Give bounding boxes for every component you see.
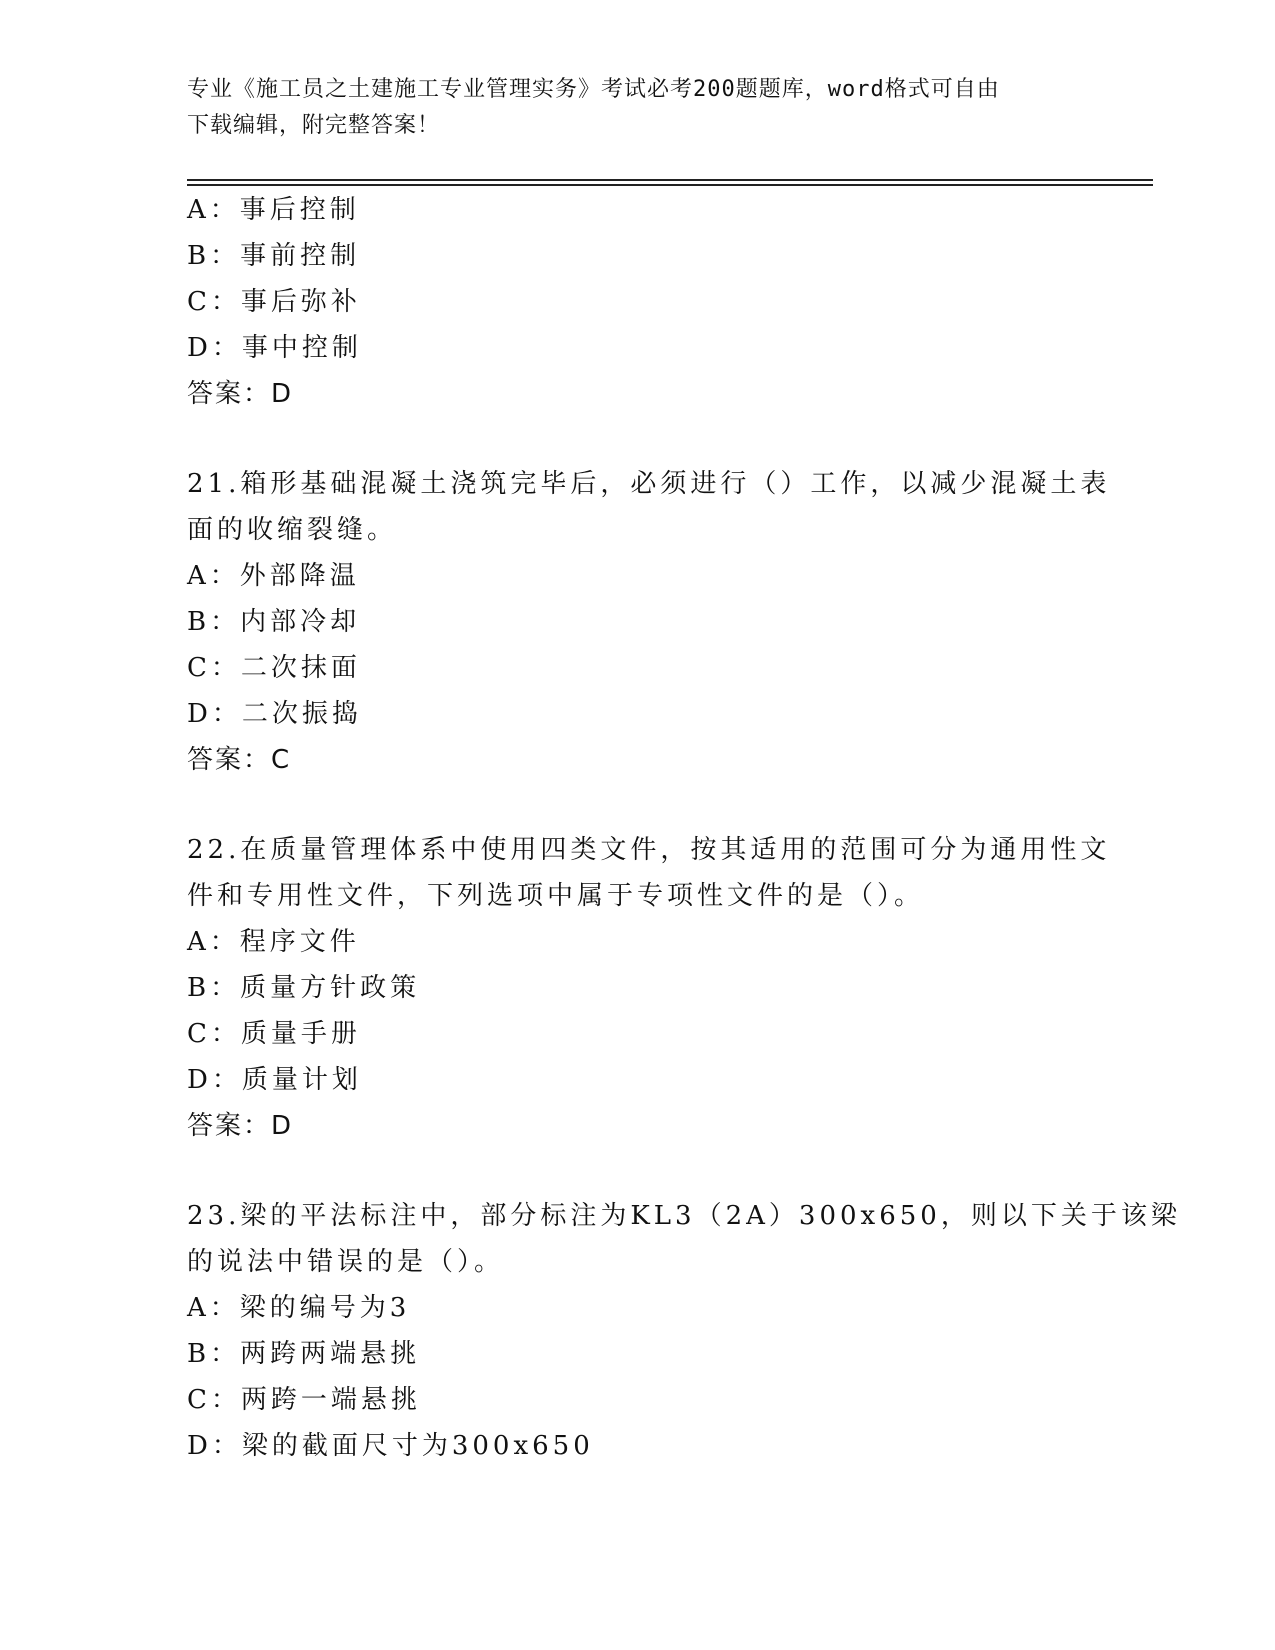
option-c: C：二次抹面 [187, 653, 361, 683]
option-c: C：事后弥补 [187, 287, 361, 317]
option-d: D：事中控制 [187, 333, 362, 363]
question-20-block [187, 187, 1087, 417]
question-text-line-1: 22.在质量管理体系中使用四类文件，按其适用的范围可分为通用性文 [187, 835, 1111, 865]
question-text-line-2: 件和专用性文件，下列选项中属于专项性文件的是（）。 [187, 881, 925, 911]
header-rule-bottom [187, 184, 1153, 186]
option-c: C：两跨一端悬挑 [187, 1385, 421, 1415]
question-content [187, 187, 1181, 1469]
answer-line: 答案：D [187, 379, 294, 409]
question-22 [187, 827, 1111, 1149]
question-23 [187, 1193, 1181, 1469]
question-text-line-2: 面的收缩裂缝。 [187, 515, 398, 545]
spacer [187, 417, 1087, 461]
header-rule-top [187, 179, 1153, 181]
spacer [187, 783, 1087, 827]
option-a: A：外部降温 [187, 561, 360, 591]
question-text-line-2: 的说法中错误的是（）。 [187, 1247, 505, 1277]
question-text-line-1: 21.箱形基础混凝土浇筑完毕后，必须进行（）工作，以减少混凝土表 [187, 469, 1111, 499]
option-d: D：梁的截面尺寸为300x650 [187, 1431, 594, 1461]
option-b: B：质量方针政策 [187, 973, 421, 1003]
option-b: B：两跨两端悬挑 [187, 1339, 421, 1369]
option-a: A：程序文件 [187, 927, 360, 957]
question-21 [187, 461, 1111, 783]
spacer [187, 1149, 1087, 1193]
answer-line: 答案：D [187, 1111, 294, 1141]
option-c: C：质量手册 [187, 1019, 361, 1049]
header-line-1: 专业《施工员之土建施工专业管理实务》考试必考200题题库，word格式可自由 [187, 77, 1000, 102]
option-b: B：内部冷却 [187, 607, 361, 637]
header-line-2: 下载编辑，附完整答案！ [187, 113, 441, 138]
document-header [187, 72, 1067, 144]
answer-line: 答案：C [187, 745, 292, 775]
option-a: A：梁的编号为3 [187, 1293, 411, 1323]
option-b: B：事前控制 [187, 241, 361, 271]
question-text-line-1: 23.梁的平法标注中，部分标注为KL3（2A）300x650，则以下关于该梁 [187, 1201, 1181, 1231]
option-d: D：质量计划 [187, 1065, 362, 1095]
option-a: A：事后控制 [187, 195, 360, 225]
option-d: D：二次振捣 [187, 699, 362, 729]
